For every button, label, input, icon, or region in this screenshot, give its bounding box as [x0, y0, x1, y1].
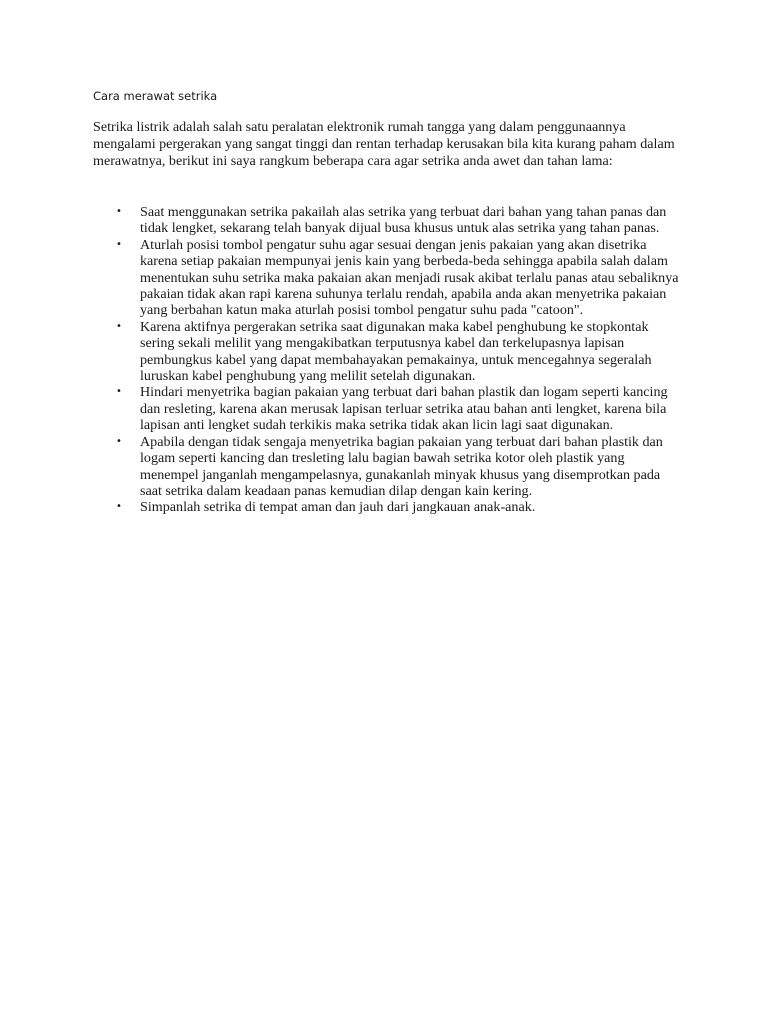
list-item	[93, 319, 683, 385]
list-item-text: Hindari menyetrika bagian pakaian yang terbuat dari bahan plastik dan logam seperti kancing dan resleting, karena akan merusak lapisan terluar setrika atau bahan anti lengket, karena bila lapisan anti lengket sudah terkikis maka setrika tidak akan licin lagi saat digunakan.	[140, 384, 668, 434]
list-item-text: Karena aktifnya pergerakan setrika saat digunakan maka kabel penghubung ke stopkontak sering sekali melilit yang mengakibatkan terputusnya kabel dan terkelupasnya lapisan pembungkus kabel yang dapat membahayakan pemakainya, untuk mencegahnya segeralah luruskan kabel penghubung yang melilit setelah digunakan.	[140, 318, 652, 385]
intro-paragraph: Setrika listrik adalah salah satu peralatan elektronik rumah tangga yang dalam penggunaannya mengalami pergerakan yang sangat tinggi dan rentan terhadap kerusakan bila kita kurang paham dalam merawatnya, berikut ini saya rangkum beberapa cara agar setrika anda awet dan tahan lama:	[93, 119, 675, 169]
bullet-icon: •	[116, 320, 122, 332]
list-item	[93, 204, 683, 237]
bullet-icon: •	[116, 238, 122, 250]
bullet-icon: •	[116, 435, 122, 447]
tips-list	[93, 204, 683, 516]
list-item-text: Aturlah posisi tombol pengatur suhu agar sesuai dengan jenis pakaian yang akan disetrika karena setiap pakaian mempunyai jenis kain yang berbeda-beda sehingga apabila salah dalam menentukan suhu setrika maka pakaian akan menjadi rusak akibat terlalu panas atau sebaliknya pakaian tidak akan rapi karena suhunya terlalu rendah, apabila anda akan menyetrika pakaian yang berbahan katun maka aturlah posisi tombol pengatur suhu pada "catoon".	[140, 236, 679, 319]
list-item-text: Saat menggunakan setrika pakailah alas setrika yang terbuat dari bahan yang tahan panas dan tidak lengket, sekarang telah banyak dijual busa khusus untuk alas setrika yang tahan panas.	[140, 204, 667, 237]
bullet-icon: •	[116, 206, 122, 217]
document-title: Cara merawat setrika	[93, 89, 218, 103]
list-item	[93, 499, 683, 515]
list-item	[93, 384, 683, 433]
list-item-text: Apabila dengan tidak sengaja menyetrika bagian pakaian yang terbuat dari bahan plastik dan logam seperti kancing dan tresleting lalu bagian bawah setrika kotor oleh plastik yang menempel janganlah mengampelasnya, gunakanlah minyak khusus yang disemprotkan pada saat setrika dalam keadaan panas kemudian dilap dengan kain kering.	[140, 433, 663, 499]
bullet-icon: •	[116, 501, 122, 513]
list-item	[93, 237, 683, 319]
list-item	[93, 434, 683, 500]
list-item-text: Simpanlah setrika di tempat aman dan jauh dari jangkauan anak-anak.	[140, 499, 536, 516]
bullet-icon: •	[116, 386, 122, 398]
